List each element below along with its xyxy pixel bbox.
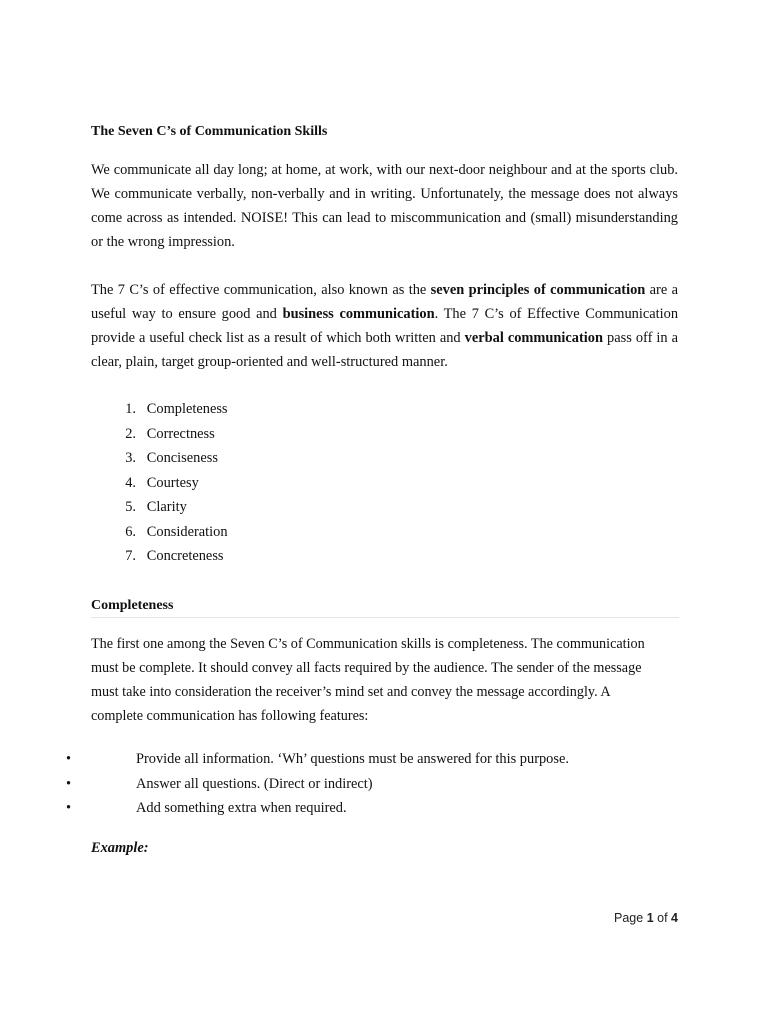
total-pages-number: 4 [671, 911, 678, 925]
current-page-number: 1 [646, 911, 654, 925]
list-item-number: 7. [125, 548, 136, 564]
list-item-label: Conciseness [146, 450, 218, 466]
list-item-number: 4. [125, 474, 136, 491]
list-item-label: Courtesy [146, 474, 199, 491]
list-item [60, 747, 680, 772]
list-item-label: Clarity [146, 499, 187, 515]
list-item [60, 796, 680, 821]
example-label: Example: [91, 840, 149, 856]
list-item [112, 544, 228, 569]
list-item-label: Answer all questions. (Direct or indirect) [136, 775, 373, 792]
bullet-icon: • [66, 751, 72, 767]
section-heading: Completeness [91, 598, 174, 613]
list-item-number: 5. [125, 499, 136, 515]
list-item-label: Add something extra when required. [136, 800, 347, 816]
list-item [60, 772, 680, 797]
intro-paragraph: We communicate all day long; at home, at work, with our next-door neighbour and at the sports club. We communicate verbally, non-verbally and in writing. Unfortunately, the message does not always come across as intended. NOISE! This can lead to miscommunication and (small) misunderstanding or the wrong impression. [91, 162, 678, 250]
of-word: of [657, 911, 668, 925]
list-item [112, 520, 228, 545]
list-item [112, 422, 228, 447]
principles-bold-3: verbal communication [464, 330, 603, 346]
seven-cs-list [112, 397, 228, 569]
bullet-icon: • [66, 800, 72, 816]
principles-bold-2: business communication [282, 306, 435, 322]
page-word: Page [614, 911, 644, 925]
principles-text-3: . The 7 C’s of Effective Communication provide a useful check list as a result of which both written and [91, 306, 679, 346]
principles-text-1: The 7 C’s of effective communication, also known as the [91, 282, 431, 298]
list-item [112, 446, 228, 471]
list-item-number: 3. [125, 450, 136, 466]
list-item-label: Provide all information. ‘Wh’ questions must be answered for this purpose. [136, 751, 569, 767]
list-item [112, 495, 228, 520]
principles-bold-1: seven principles of communication [430, 282, 646, 298]
list-item [112, 471, 228, 496]
section-divider [91, 617, 679, 618]
list-item-label: Completeness [146, 401, 228, 417]
completeness-paragraph: The first one among the Seven C’s of Communication skills is completeness. The communication must be complete. It should convey all facts required by the audience. The sender of the message must take into consideration the receiver’s mind set and convey the message accordingly. A complete communication has following features: [91, 636, 645, 724]
page-number-footer [614, 911, 678, 925]
list-item-number: 6. [125, 523, 136, 540]
features-list [60, 747, 680, 821]
list-item [112, 397, 228, 422]
list-item-label: Correctness [146, 425, 215, 442]
principles-text-4: pass off in a clear, plain, target group-oriented and well-structured manner. [91, 330, 678, 370]
list-item-number: 1. [125, 401, 136, 417]
list-item-label: Consideration [146, 523, 228, 540]
principles-text-2: are a useful way to ensure good and [91, 282, 678, 322]
bullet-icon: • [66, 775, 72, 792]
list-item-number: 2. [125, 425, 136, 442]
principles-paragraph [91, 278, 678, 374]
document-title: The Seven C’s of Communication Skills [91, 124, 328, 139]
list-item-label: Concreteness [146, 548, 224, 564]
